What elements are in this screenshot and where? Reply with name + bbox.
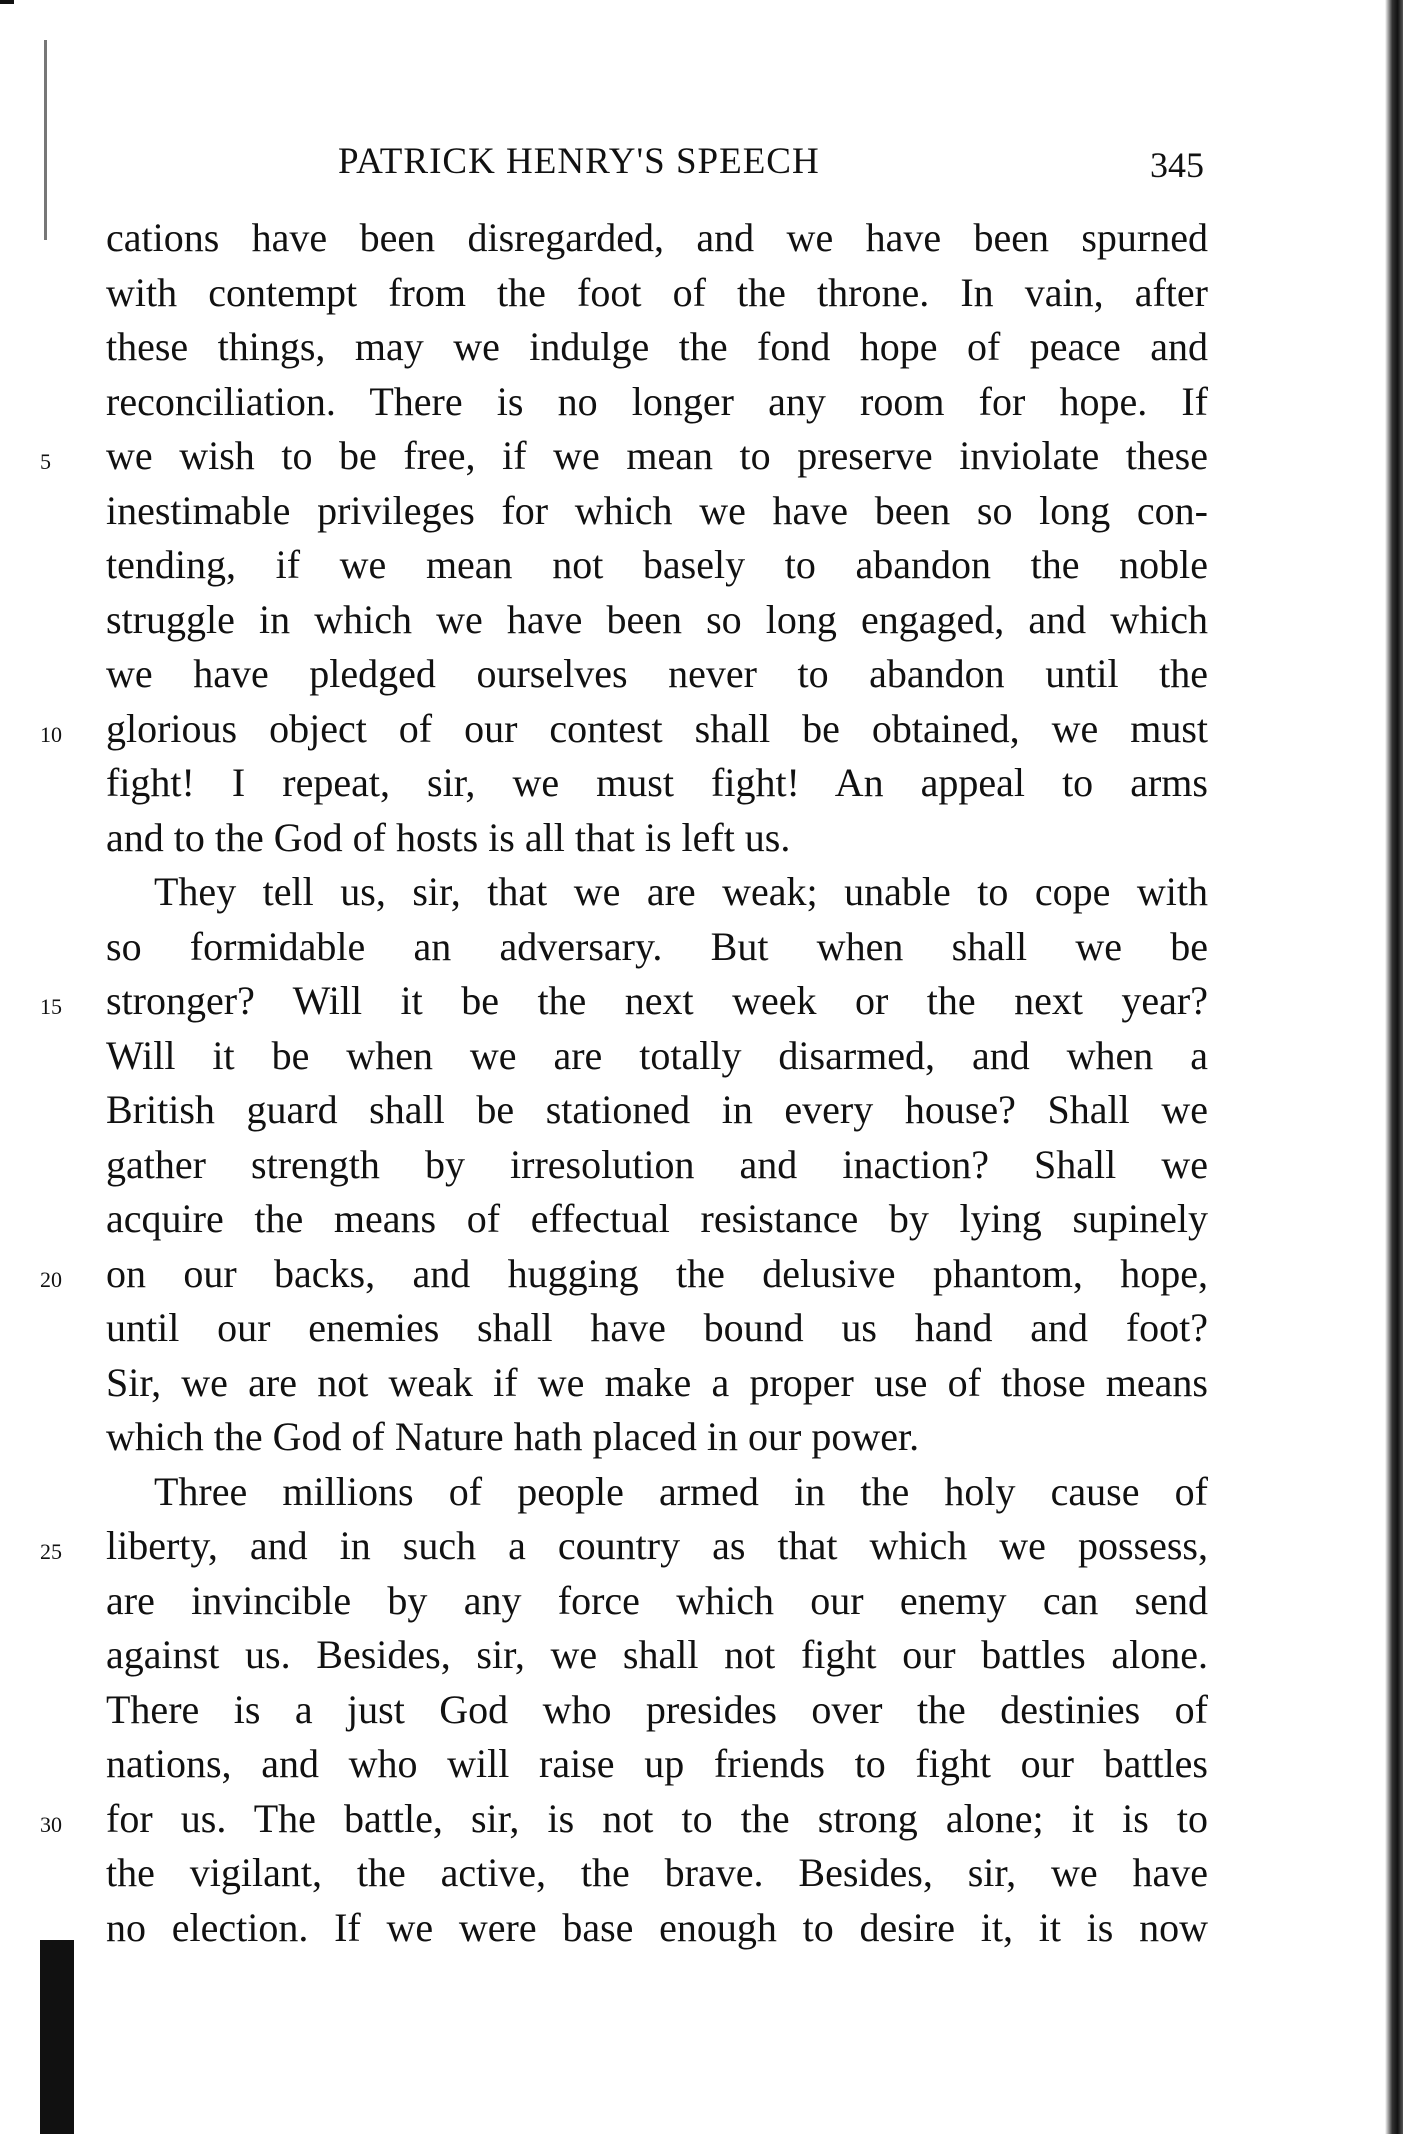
line-text: stronger? Will it be the next week or the next year?	[106, 978, 1208, 1023]
line-text: Will it be when we are totally disarmed, and when a	[106, 1032, 1208, 1078]
line-text: acquire the means of effectual resistance by lying supinely	[106, 1196, 1208, 1241]
text-line	[106, 1083, 1208, 1138]
text-line	[106, 538, 1208, 593]
page-number: 345	[1150, 145, 1204, 185]
line-text: with contempt from the foot of the throne. In vain, after	[106, 269, 1208, 315]
line-text: we have pledged ourselves never to abandon until the	[106, 651, 1208, 696]
text-line	[106, 375, 1208, 430]
line-text: nations, and who will raise up friends to fight our battles	[106, 1741, 1208, 1786]
line-number: 10	[40, 721, 62, 747]
line-text: for us. The battle, sir, is not to the strong alone; it is to	[106, 1795, 1208, 1841]
line-text: these things, may we indulge the fond hope of peace and	[106, 324, 1208, 369]
text-line	[106, 320, 1208, 375]
line-text: glorious object of our contest shall be obtained, we must	[106, 705, 1208, 751]
line-text: cations have been disregarded, and we have been spurned	[106, 215, 1208, 260]
text-line	[40, 429, 1208, 484]
text-line	[106, 920, 1208, 975]
text-line	[40, 702, 1208, 757]
line-text: struggle in which we have been so long engaged, and which	[106, 596, 1208, 642]
line-text: on our backs, and hugging the delusive phantom, hope,	[106, 1250, 1208, 1296]
line-text: we wish to be free, if we mean to preserve inviolate these	[106, 433, 1208, 478]
text-line	[106, 811, 1208, 866]
text-line	[106, 484, 1208, 539]
text-line	[106, 1465, 1208, 1520]
text-line	[106, 1846, 1208, 1901]
text-line	[106, 1029, 1208, 1084]
running-title: PATRICK HENRY'S SPEECH	[338, 141, 820, 182]
line-text: fight! I repeat, sir, we must fight! An appeal to arms	[106, 760, 1208, 805]
text-line	[106, 211, 1208, 266]
text-line	[106, 266, 1208, 321]
text-line	[106, 1192, 1208, 1247]
text-line	[106, 1901, 1208, 1956]
line-text: Three millions of people armed in the holy cause of	[154, 1468, 1208, 1514]
line-text: are invincible by any force which our enemy can send	[106, 1577, 1208, 1623]
line-text: tending, if we mean not basely to abandon the noble	[106, 542, 1208, 587]
page-header	[0, 140, 1403, 190]
line-number: 20	[40, 1266, 62, 1292]
line-text: There is a just God who presides over the destinies of	[106, 1686, 1208, 1732]
text-line	[106, 1737, 1208, 1792]
line-text: inestimable privileges for which we have been so long con-	[106, 487, 1208, 533]
line-text: which the God of Nature hath placed in our power.	[106, 1414, 920, 1459]
body-text	[40, 211, 1208, 1955]
text-line	[106, 1301, 1208, 1356]
text-line	[106, 1410, 1208, 1465]
scan-page-edge	[1385, 0, 1403, 2134]
text-line	[106, 865, 1208, 920]
text-line	[106, 593, 1208, 648]
line-text: the vigilant, the active, the brave. Besides, sir, we have	[106, 1850, 1208, 1895]
scan-binding-shadow	[40, 1940, 74, 2134]
line-text: and to the God of hosts is all that is left us.	[106, 814, 791, 860]
line-text: They tell us, sir, that we are weak; unable to cope with	[154, 869, 1208, 914]
line-text: until our enemies shall have bound us hand and foot?	[106, 1305, 1208, 1350]
line-text: against us. Besides, sir, we shall not fight our battles alone.	[106, 1632, 1208, 1677]
line-text: gather strength by irresolution and inaction? Shall we	[106, 1141, 1208, 1187]
line-text: reconciliation. There is no longer any room for hope. If	[106, 378, 1208, 424]
text-line	[106, 1628, 1208, 1683]
text-line	[40, 1792, 1208, 1847]
text-line	[106, 756, 1208, 811]
text-line	[40, 1519, 1208, 1574]
line-text: liberty, and in such a country as that which we possess,	[106, 1523, 1208, 1568]
scan-corner-mark	[0, 0, 14, 4]
line-text: Sir, we are not weak if we make a proper use of those means	[106, 1359, 1208, 1405]
text-line	[106, 1138, 1208, 1193]
text-line	[106, 1356, 1208, 1411]
text-line	[40, 974, 1208, 1029]
line-text: so formidable an adversary. But when shall we be	[106, 923, 1208, 969]
text-line	[40, 1247, 1208, 1302]
text-line	[106, 1574, 1208, 1629]
line-number: 30	[40, 1811, 62, 1837]
text-line	[106, 1683, 1208, 1738]
line-number: 15	[40, 994, 62, 1019]
line-number: 5	[40, 449, 51, 474]
line-text: no election. If we were base enough to desire it, it is now	[106, 1904, 1208, 1950]
text-line	[106, 647, 1208, 702]
line-number: 25	[40, 1539, 62, 1564]
line-text: British guard shall be stationed in every house? Shall we	[106, 1087, 1208, 1132]
